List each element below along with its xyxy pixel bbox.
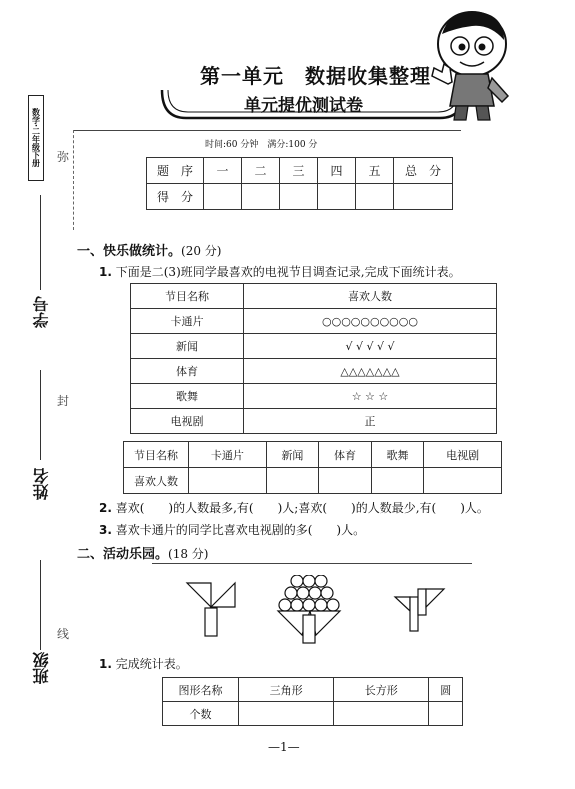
tally-marks: ☆ ☆ ☆ bbox=[244, 384, 497, 409]
question-1-3 bbox=[99, 521, 365, 538]
tally-header-cell: 喜欢人数 bbox=[244, 284, 497, 309]
shape-header-cell: 三角形 bbox=[239, 678, 334, 702]
circle-shape bbox=[297, 587, 309, 599]
score-row-label: 得 分 bbox=[147, 184, 204, 210]
stat-input-cell[interactable] bbox=[371, 468, 424, 494]
page-number: —1— bbox=[268, 740, 300, 754]
score-header-cell: 二 bbox=[242, 158, 280, 184]
tally-marks: ○○○○○○○○○○ bbox=[244, 309, 497, 334]
shape-header-cell: 长方形 bbox=[334, 678, 429, 702]
score-header-cell: 三 bbox=[280, 158, 318, 184]
circle-shape bbox=[315, 575, 327, 587]
question-text: 喜欢( )的人数最多,有( )人;喜欢( )的人数最少,有( )人。 bbox=[115, 501, 489, 515]
question-1-2 bbox=[99, 499, 489, 516]
score-header-cell: 总 分 bbox=[394, 158, 453, 184]
student-id-line[interactable] bbox=[40, 195, 41, 290]
shape-input-cell[interactable] bbox=[334, 702, 429, 726]
question-text: 完成统计表。 bbox=[115, 657, 188, 671]
score-header-cell: 题 序 bbox=[147, 158, 204, 184]
score-input-cell[interactable] bbox=[280, 184, 318, 210]
circle-shape bbox=[327, 599, 339, 611]
circle-shape bbox=[309, 587, 321, 599]
time-info: 时间:60 分钟 满分:100 分 bbox=[205, 140, 318, 150]
section-2-heading bbox=[77, 543, 208, 562]
score-header-cell: 一 bbox=[204, 158, 242, 184]
rectangle-shape bbox=[205, 608, 217, 636]
score-input-cell[interactable] bbox=[242, 184, 280, 210]
circle-shape bbox=[315, 599, 327, 611]
name-line[interactable] bbox=[40, 370, 41, 460]
seal-char-mi: 弥 bbox=[57, 150, 70, 164]
name-label: 姓名 bbox=[32, 468, 51, 500]
circle-shape bbox=[321, 587, 333, 599]
score-header-cell: 四 bbox=[318, 158, 356, 184]
tally-marks: √ √ √ √ √ bbox=[244, 334, 497, 359]
circle-shape bbox=[303, 575, 315, 587]
student-id-label: 学号 bbox=[32, 296, 51, 328]
shape-header-cell: 图形名称 bbox=[163, 678, 239, 702]
shape-input-cell[interactable] bbox=[239, 702, 334, 726]
triangle-shape bbox=[426, 589, 444, 607]
score-input-cell[interactable] bbox=[394, 184, 453, 210]
stat-row-label: 喜欢人数 bbox=[124, 468, 189, 494]
section-1-title: 一、快乐做统计。 bbox=[77, 244, 182, 259]
question-2-1 bbox=[99, 655, 188, 672]
triangle-shape bbox=[187, 583, 211, 607]
circle-shape bbox=[291, 599, 303, 611]
section-2-rule bbox=[152, 563, 472, 564]
score-input-cell[interactable] bbox=[356, 184, 394, 210]
stat-input-cell[interactable] bbox=[189, 468, 267, 494]
frame-left-line bbox=[73, 130, 74, 230]
stat-input-cell[interactable] bbox=[319, 468, 372, 494]
stat-input-cell[interactable] bbox=[266, 468, 319, 494]
section-1-points: (20 分) bbox=[181, 244, 222, 258]
tally-header-cell: 节目名称 bbox=[131, 284, 244, 309]
shape-row-label: 个数 bbox=[163, 702, 239, 726]
score-input-cell[interactable] bbox=[204, 184, 242, 210]
tally-row-name: 电视剧 bbox=[131, 409, 244, 434]
question-1-1 bbox=[99, 263, 461, 280]
circle-shape bbox=[279, 599, 291, 611]
question-number: 2. bbox=[99, 501, 112, 515]
question-number: 1. bbox=[99, 657, 112, 671]
stat-header-cell: 新闻 bbox=[266, 442, 319, 468]
stat-header-cell: 节目名称 bbox=[124, 442, 189, 468]
rectangle-shape bbox=[418, 589, 426, 615]
triangle-shape bbox=[211, 583, 235, 607]
frame-top-line bbox=[73, 130, 461, 131]
shape-header-cell: 圆 bbox=[429, 678, 463, 702]
tally-row-name: 体育 bbox=[131, 359, 244, 384]
stat-header-cell: 体育 bbox=[319, 442, 372, 468]
tally-marks: 正 bbox=[244, 409, 497, 434]
tally-table bbox=[130, 283, 497, 434]
tv-stat-table bbox=[123, 441, 502, 494]
circle-shape bbox=[303, 599, 315, 611]
shape-figures bbox=[180, 575, 480, 655]
stat-header-cell: 电视剧 bbox=[424, 442, 502, 468]
score-table bbox=[146, 157, 453, 210]
question-number: 3. bbox=[99, 523, 112, 537]
class-line[interactable] bbox=[40, 560, 41, 650]
question-number: 1. bbox=[99, 265, 112, 279]
stat-input-cell[interactable] bbox=[424, 468, 502, 494]
rectangle-shape bbox=[410, 597, 418, 631]
tally-row-name: 歌舞 bbox=[131, 384, 244, 409]
circle-shape bbox=[291, 575, 303, 587]
score-header-cell: 五 bbox=[356, 158, 394, 184]
seal-char-feng: 封 bbox=[57, 394, 70, 408]
triangle-shape bbox=[395, 597, 410, 611]
question-text: 喜欢卡通片的同学比喜欢电视剧的多( )人。 bbox=[115, 523, 366, 537]
tally-marks: △△△△△△△ bbox=[244, 359, 497, 384]
rectangle-shape bbox=[303, 615, 315, 643]
seal-char-xian: 线 bbox=[57, 627, 70, 641]
page-subtitle: 单元提优测试卷 bbox=[244, 96, 363, 116]
section-2-points: (18 分) bbox=[168, 547, 209, 561]
class-label: 班级 bbox=[32, 652, 51, 684]
book-label: 数学·二年级下册 bbox=[28, 95, 44, 181]
tally-row-name: 新闻 bbox=[131, 334, 244, 359]
shape-input-cell[interactable] bbox=[429, 702, 463, 726]
stat-header-cell: 卡通片 bbox=[189, 442, 267, 468]
circle-shape bbox=[285, 587, 297, 599]
score-input-cell[interactable] bbox=[318, 184, 356, 210]
shape-stat-table bbox=[162, 677, 463, 726]
stat-header-cell: 歌舞 bbox=[371, 442, 424, 468]
tally-row-name: 卡通片 bbox=[131, 309, 244, 334]
question-text: 下面是二(3)班同学最喜欢的电视节目调查记录,完成下面统计表。 bbox=[115, 265, 461, 279]
mascot-illustration bbox=[420, 6, 520, 126]
page-title: 第一单元 数据收集整理 bbox=[200, 64, 431, 88]
section-2-title: 二、活动乐园。 bbox=[77, 547, 169, 562]
section-1-heading bbox=[77, 240, 221, 259]
